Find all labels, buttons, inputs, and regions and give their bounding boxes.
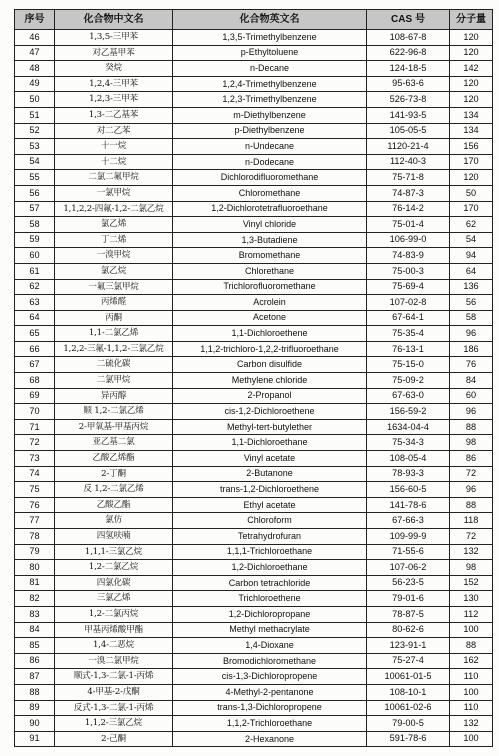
molecular-weight-cell: 76 <box>450 357 493 373</box>
row-number-cell: 54 <box>15 154 55 170</box>
chinese-name-cell: 1,2,4-三甲苯 <box>55 76 173 92</box>
chinese-name-cell: 丁二烯 <box>55 232 173 248</box>
molecular-weight-cell: 170 <box>450 154 493 170</box>
table-row <box>15 45 493 61</box>
cas-number-cell: 10061-02-6 <box>367 700 450 716</box>
cas-number-cell: 67-66-3 <box>367 513 450 529</box>
english-name-cell: 2-Hexanone <box>173 731 367 747</box>
chinese-name-cell: 1,1,2,2-四氟-1,2-二氯乙烷 <box>55 201 173 217</box>
english-name-cell: Vinyl chloride <box>173 217 367 233</box>
chinese-name-cell: 丙酮 <box>55 310 173 326</box>
header-english-name: 化合物英文名 <box>173 10 367 30</box>
row-number-cell: 79 <box>15 544 55 560</box>
english-name-cell: 2-Propanol <box>173 388 367 404</box>
english-name-cell: Chlorethane <box>173 263 367 279</box>
molecular-weight-cell: 96 <box>450 326 493 342</box>
english-name-cell: cis-1,3-Dichloropropene <box>173 669 367 685</box>
cas-number-cell: 526-73-8 <box>367 92 450 108</box>
table-row <box>15 92 493 108</box>
molecular-weight-cell: 56 <box>450 295 493 311</box>
molecular-weight-cell: 60 <box>450 388 493 404</box>
chinese-name-cell: 1,1,2-三氯乙烷 <box>55 716 173 732</box>
chinese-name-cell: 十一烷 <box>55 139 173 155</box>
table-header <box>15 10 493 30</box>
row-number-cell: 73 <box>15 451 55 467</box>
table-row <box>15 61 493 77</box>
cas-number-cell: 78-87-5 <box>367 606 450 622</box>
molecular-weight-cell: 88 <box>450 497 493 513</box>
cas-number-cell: 74-87-3 <box>367 185 450 201</box>
molecular-weight-cell: 98 <box>450 435 493 451</box>
chinese-name-cell: 二氯甲烷 <box>55 373 173 389</box>
row-number-cell: 81 <box>15 575 55 591</box>
table-row <box>15 622 493 638</box>
molecular-weight-cell: 88 <box>450 638 493 654</box>
table-row <box>15 731 493 747</box>
molecular-weight-cell: 130 <box>450 591 493 607</box>
table-row <box>15 388 493 404</box>
molecular-weight-cell: 58 <box>450 310 493 326</box>
english-name-cell: trans-1,2-Dichloroethene <box>173 482 367 498</box>
molecular-weight-cell: 96 <box>450 482 493 498</box>
cas-number-cell: 75-34-3 <box>367 435 450 451</box>
english-name-cell: 1,1,2-trichloro-1,2,2-trifluoroethane <box>173 341 367 357</box>
row-number-cell: 72 <box>15 435 55 451</box>
molecular-weight-cell: 72 <box>450 466 493 482</box>
row-number-cell: 47 <box>15 45 55 61</box>
english-name-cell: 4-Methyl-2-pentanone <box>173 684 367 700</box>
table-row <box>15 295 493 311</box>
english-name-cell: Methyl methacrylate <box>173 622 367 638</box>
english-name-cell: 1,2,3-Trimethylbenzene <box>173 92 367 108</box>
chinese-name-cell: 1,3-二乙基苯 <box>55 107 173 123</box>
cas-number-cell: 56-23-5 <box>367 575 450 591</box>
chinese-name-cell: 1,3,5-三甲苯 <box>55 30 173 46</box>
row-number-cell: 65 <box>15 326 55 342</box>
chinese-name-cell: 对乙基甲苯 <box>55 45 173 61</box>
table-row <box>15 263 493 279</box>
english-name-cell: p-Ethyltoluene <box>173 45 367 61</box>
cas-number-cell: 105-05-5 <box>367 123 450 139</box>
row-number-cell: 46 <box>15 30 55 46</box>
chinese-name-cell: 癸烷 <box>55 61 173 77</box>
row-number-cell: 62 <box>15 279 55 295</box>
row-number-cell: 70 <box>15 404 55 420</box>
cas-number-cell: 107-02-8 <box>367 295 450 311</box>
english-name-cell: Trichloroethene <box>173 591 367 607</box>
molecular-weight-cell: 118 <box>450 513 493 529</box>
row-number-cell: 52 <box>15 123 55 139</box>
cas-number-cell: 141-93-5 <box>367 107 450 123</box>
molecular-weight-cell: 86 <box>450 451 493 467</box>
english-name-cell: Vinyl acetate <box>173 451 367 467</box>
chinese-name-cell: 异丙醇 <box>55 388 173 404</box>
english-name-cell: Bromomethane <box>173 248 367 264</box>
english-name-cell: 1,3-Butadiene <box>173 232 367 248</box>
row-number-cell: 68 <box>15 373 55 389</box>
chinese-name-cell: 顺 1,2-二氯乙烯 <box>55 404 173 420</box>
table-row <box>15 529 493 545</box>
cas-number-cell: 79-01-6 <box>367 591 450 607</box>
molecular-weight-cell: 156 <box>450 139 493 155</box>
row-number-cell: 84 <box>15 622 55 638</box>
cas-number-cell: 75-69-4 <box>367 279 450 295</box>
english-name-cell: Acetone <box>173 310 367 326</box>
cas-number-cell: 109-99-9 <box>367 529 450 545</box>
row-number-cell: 63 <box>15 295 55 311</box>
molecular-weight-cell: 186 <box>450 341 493 357</box>
row-number-cell: 66 <box>15 341 55 357</box>
row-number-cell: 90 <box>15 716 55 732</box>
table-row <box>15 310 493 326</box>
english-name-cell: 1,1,2-Trichloroethane <box>173 716 367 732</box>
row-number-cell: 82 <box>15 591 55 607</box>
cas-number-cell: 112-40-3 <box>367 154 450 170</box>
chinese-name-cell: 氯乙烷 <box>55 263 173 279</box>
english-name-cell: Ethyl acetate <box>173 497 367 513</box>
table-row <box>15 419 493 435</box>
header-chinese-name: 化合物中文名 <box>55 10 173 30</box>
english-name-cell: Dichlorodifluoromethane <box>173 170 367 186</box>
molecular-weight-cell: 120 <box>450 30 493 46</box>
molecular-weight-cell: 62 <box>450 217 493 233</box>
table-row <box>15 107 493 123</box>
row-number-cell: 64 <box>15 310 55 326</box>
cas-number-cell: 80-62-6 <box>367 622 450 638</box>
cas-number-cell: 156-59-2 <box>367 404 450 420</box>
chinese-name-cell: 2-丁酮 <box>55 466 173 482</box>
row-number-cell: 53 <box>15 139 55 155</box>
table-row <box>15 435 493 451</box>
row-number-cell: 78 <box>15 529 55 545</box>
cas-number-cell: 75-01-4 <box>367 217 450 233</box>
chinese-name-cell: 反 1,2-二氯乙烯 <box>55 482 173 498</box>
table-row <box>15 482 493 498</box>
molecular-weight-cell: 132 <box>450 544 493 560</box>
chinese-name-cell: 二氯二氟甲烷 <box>55 170 173 186</box>
chinese-name-cell: 1,2,3-三甲苯 <box>55 92 173 108</box>
table-row <box>15 544 493 560</box>
english-name-cell: Chloroform <box>173 513 367 529</box>
chinese-name-cell: 十二烷 <box>55 154 173 170</box>
row-number-cell: 59 <box>15 232 55 248</box>
molecular-weight-cell: 152 <box>450 575 493 591</box>
table-body <box>15 30 493 747</box>
header-cas-number: CAS 号 <box>367 10 450 30</box>
row-number-cell: 60 <box>15 248 55 264</box>
molecular-weight-cell: 120 <box>450 170 493 186</box>
chinese-name-cell: 一氯甲烷 <box>55 185 173 201</box>
english-name-cell: Methyl-tert-butylether <box>173 419 367 435</box>
chinese-name-cell: 一溴甲烷 <box>55 248 173 264</box>
row-number-cell: 74 <box>15 466 55 482</box>
row-number-cell: 89 <box>15 700 55 716</box>
english-name-cell: n-Undecane <box>173 139 367 155</box>
molecular-weight-cell: 100 <box>450 622 493 638</box>
row-number-cell: 58 <box>15 217 55 233</box>
table-row <box>15 373 493 389</box>
chinese-name-cell: 4-甲基-2-戊酮 <box>55 684 173 700</box>
english-name-cell: 1,1-Dichloroethane <box>173 435 367 451</box>
english-name-cell: Chloromethane <box>173 185 367 201</box>
molecular-weight-cell: 120 <box>450 45 493 61</box>
english-name-cell: 1,2,4-Trimethylbenzene <box>173 76 367 92</box>
table-row <box>15 139 493 155</box>
table-row <box>15 560 493 576</box>
row-number-cell: 76 <box>15 497 55 513</box>
english-name-cell: p-Diethylbenzene <box>173 123 367 139</box>
chinese-name-cell: 四氯化碳 <box>55 575 173 591</box>
header-row <box>15 10 493 30</box>
molecular-weight-cell: 64 <box>450 263 493 279</box>
chinese-name-cell: 亚乙基二氯 <box>55 435 173 451</box>
chinese-name-cell: 四氢呋喃 <box>55 529 173 545</box>
cas-number-cell: 75-09-2 <box>367 373 450 389</box>
chinese-name-cell: 乙酸乙烯酯 <box>55 451 173 467</box>
cas-number-cell: 95-63-6 <box>367 76 450 92</box>
molecular-weight-cell: 54 <box>450 232 493 248</box>
english-name-cell: m-Diethylbenzene <box>173 107 367 123</box>
chinese-name-cell: 1,1-二氯乙烯 <box>55 326 173 342</box>
cas-number-cell: 67-63-0 <box>367 388 450 404</box>
cas-number-cell: 124-18-5 <box>367 61 450 77</box>
cas-number-cell: 79-00-5 <box>367 716 450 732</box>
cas-number-cell: 108-10-1 <box>367 684 450 700</box>
molecular-weight-cell: 100 <box>450 731 493 747</box>
cas-number-cell: 75-35-4 <box>367 326 450 342</box>
table-row <box>15 76 493 92</box>
molecular-weight-cell: 100 <box>450 684 493 700</box>
row-number-cell: 50 <box>15 92 55 108</box>
table-row <box>15 248 493 264</box>
table-row <box>15 185 493 201</box>
english-name-cell: Tetrahydrofuran <box>173 529 367 545</box>
table-row <box>15 497 493 513</box>
chinese-name-cell: 氯仿 <box>55 513 173 529</box>
english-name-cell: Acrolein <box>173 295 367 311</box>
table-row <box>15 669 493 685</box>
table-row <box>15 341 493 357</box>
chinese-name-cell: 氯乙烯 <box>55 217 173 233</box>
table-row <box>15 716 493 732</box>
english-name-cell: trans-1,3-Dichloropropene <box>173 700 367 716</box>
row-number-cell: 49 <box>15 76 55 92</box>
molecular-weight-cell: 94 <box>450 248 493 264</box>
table-row <box>15 357 493 373</box>
table-row <box>15 201 493 217</box>
english-name-cell: Carbon tetrachloride <box>173 575 367 591</box>
cas-number-cell: 10061-01-5 <box>367 669 450 685</box>
english-name-cell: 1,3,5-Trimethylbenzene <box>173 30 367 46</box>
molecular-weight-cell: 162 <box>450 653 493 669</box>
chinese-name-cell: 二硫化碳 <box>55 357 173 373</box>
cas-number-cell: 107-06-2 <box>367 560 450 576</box>
row-number-cell: 51 <box>15 107 55 123</box>
english-name-cell: n-Decane <box>173 61 367 77</box>
table-row <box>15 638 493 654</box>
row-number-cell: 55 <box>15 170 55 186</box>
cas-number-cell: 75-27-4 <box>367 653 450 669</box>
header-row-number: 序号 <box>15 10 55 30</box>
chinese-name-cell: 2-己酮 <box>55 731 173 747</box>
molecular-weight-cell: 136 <box>450 279 493 295</box>
cas-number-cell: 156-60-5 <box>367 482 450 498</box>
table-row <box>15 591 493 607</box>
cas-number-cell: 78-93-3 <box>367 466 450 482</box>
chinese-name-cell: 反式-1,3-二氯-1-丙烯 <box>55 700 173 716</box>
row-number-cell: 80 <box>15 560 55 576</box>
chinese-name-cell: 1,4-二恶烷 <box>55 638 173 654</box>
chinese-name-cell: 对二乙苯 <box>55 123 173 139</box>
row-number-cell: 67 <box>15 357 55 373</box>
english-name-cell: Bromodichloromethane <box>173 653 367 669</box>
cas-number-cell: 108-05-4 <box>367 451 450 467</box>
row-number-cell: 88 <box>15 684 55 700</box>
molecular-weight-cell: 120 <box>450 92 493 108</box>
row-number-cell: 83 <box>15 606 55 622</box>
cas-number-cell: 74-83-9 <box>367 248 450 264</box>
table-row <box>15 154 493 170</box>
english-name-cell: 1,2-Dichloroethane <box>173 560 367 576</box>
cas-number-cell: 622-96-8 <box>367 45 450 61</box>
table-row <box>15 606 493 622</box>
molecular-weight-cell: 132 <box>450 716 493 732</box>
row-number-cell: 56 <box>15 185 55 201</box>
molecular-weight-cell: 110 <box>450 669 493 685</box>
molecular-weight-cell: 170 <box>450 201 493 217</box>
cas-number-cell: 123-91-1 <box>367 638 450 654</box>
row-number-cell: 71 <box>15 419 55 435</box>
english-name-cell: n-Dodecane <box>173 154 367 170</box>
molecular-weight-cell: 98 <box>450 560 493 576</box>
cas-number-cell: 141-78-6 <box>367 497 450 513</box>
row-number-cell: 77 <box>15 513 55 529</box>
cas-number-cell: 106-99-0 <box>367 232 450 248</box>
table-row <box>15 700 493 716</box>
english-name-cell: 1,2-Dichloropropane <box>173 606 367 622</box>
cas-number-cell: 108-67-8 <box>367 30 450 46</box>
cas-number-cell: 1634-04-4 <box>367 419 450 435</box>
cas-number-cell: 75-71-8 <box>367 170 450 186</box>
chinese-name-cell: 乙酸乙酯 <box>55 497 173 513</box>
row-number-cell: 57 <box>15 201 55 217</box>
row-number-cell: 86 <box>15 653 55 669</box>
table-row <box>15 684 493 700</box>
english-name-cell: Trichlorofluoromethane <box>173 279 367 295</box>
molecular-weight-cell: 84 <box>450 373 493 389</box>
cas-number-cell: 67-64-1 <box>367 310 450 326</box>
chinese-name-cell: 顺式-1,3-二氯-1-丙烯 <box>55 669 173 685</box>
row-number-cell: 48 <box>15 61 55 77</box>
molecular-weight-cell: 50 <box>450 185 493 201</box>
english-name-cell: 2-Butanone <box>173 466 367 482</box>
chinese-name-cell: 三氯乙烯 <box>55 591 173 607</box>
chinese-name-cell: 1,2,2-三氟-1,1,2-三氯乙烷 <box>55 341 173 357</box>
table-row <box>15 404 493 420</box>
molecular-weight-cell: 142 <box>450 61 493 77</box>
table-row <box>15 217 493 233</box>
molecular-weight-cell: 110 <box>450 700 493 716</box>
chinese-name-cell: 一氟三氯甲烷 <box>55 279 173 295</box>
english-name-cell: 1,2-Dichlorotetrafluoroethane <box>173 201 367 217</box>
english-name-cell: Carbon disulfide <box>173 357 367 373</box>
molecular-weight-cell: 112 <box>450 606 493 622</box>
molecular-weight-cell: 134 <box>450 123 493 139</box>
english-name-cell: 1,1,1-Trichloroethane <box>173 544 367 560</box>
cas-number-cell: 76-14-2 <box>367 201 450 217</box>
molecular-weight-cell: 96 <box>450 404 493 420</box>
chinese-name-cell: 2-甲氧基-甲基丙烷 <box>55 419 173 435</box>
cas-number-cell: 591-78-6 <box>367 731 450 747</box>
table-row <box>15 170 493 186</box>
row-number-cell: 61 <box>15 263 55 279</box>
table-row <box>15 326 493 342</box>
chinese-name-cell: 1,2-二氯丙烷 <box>55 606 173 622</box>
english-name-cell: cis-1,2-Dichloroethene <box>173 404 367 420</box>
table-row <box>15 279 493 295</box>
english-name-cell: Methylene chloride <box>173 373 367 389</box>
row-number-cell: 85 <box>15 638 55 654</box>
chinese-name-cell: 1,1,1-三氯乙烷 <box>55 544 173 560</box>
table-row <box>15 653 493 669</box>
chinese-name-cell: 1,2-二氯乙烷 <box>55 560 173 576</box>
chinese-name-cell: 甲基丙烯酸甲酯 <box>55 622 173 638</box>
english-name-cell: 1,1-Dichloroethene <box>173 326 367 342</box>
row-number-cell: 87 <box>15 669 55 685</box>
molecular-weight-cell: 88 <box>450 419 493 435</box>
table-row <box>15 575 493 591</box>
cas-number-cell: 71-55-6 <box>367 544 450 560</box>
chinese-name-cell: 一溴二氯甲烷 <box>55 653 173 669</box>
table-row <box>15 466 493 482</box>
compound-table <box>14 9 493 747</box>
cas-number-cell: 76-13-1 <box>367 341 450 357</box>
molecular-weight-cell: 120 <box>450 76 493 92</box>
cas-number-cell: 75-15-0 <box>367 357 450 373</box>
table-row <box>15 513 493 529</box>
table-row <box>15 451 493 467</box>
cas-number-cell: 75-00-3 <box>367 263 450 279</box>
header-molecular-weight: 分子量 <box>450 10 493 30</box>
row-number-cell: 75 <box>15 482 55 498</box>
molecular-weight-cell: 72 <box>450 529 493 545</box>
cas-number-cell: 1120-21-4 <box>367 139 450 155</box>
table-row <box>15 30 493 46</box>
row-number-cell: 91 <box>15 731 55 747</box>
molecular-weight-cell: 134 <box>450 107 493 123</box>
table-row <box>15 232 493 248</box>
chinese-name-cell: 丙烯醛 <box>55 295 173 311</box>
row-number-cell: 69 <box>15 388 55 404</box>
table-row <box>15 123 493 139</box>
english-name-cell: 1,4-Dioxane <box>173 638 367 654</box>
